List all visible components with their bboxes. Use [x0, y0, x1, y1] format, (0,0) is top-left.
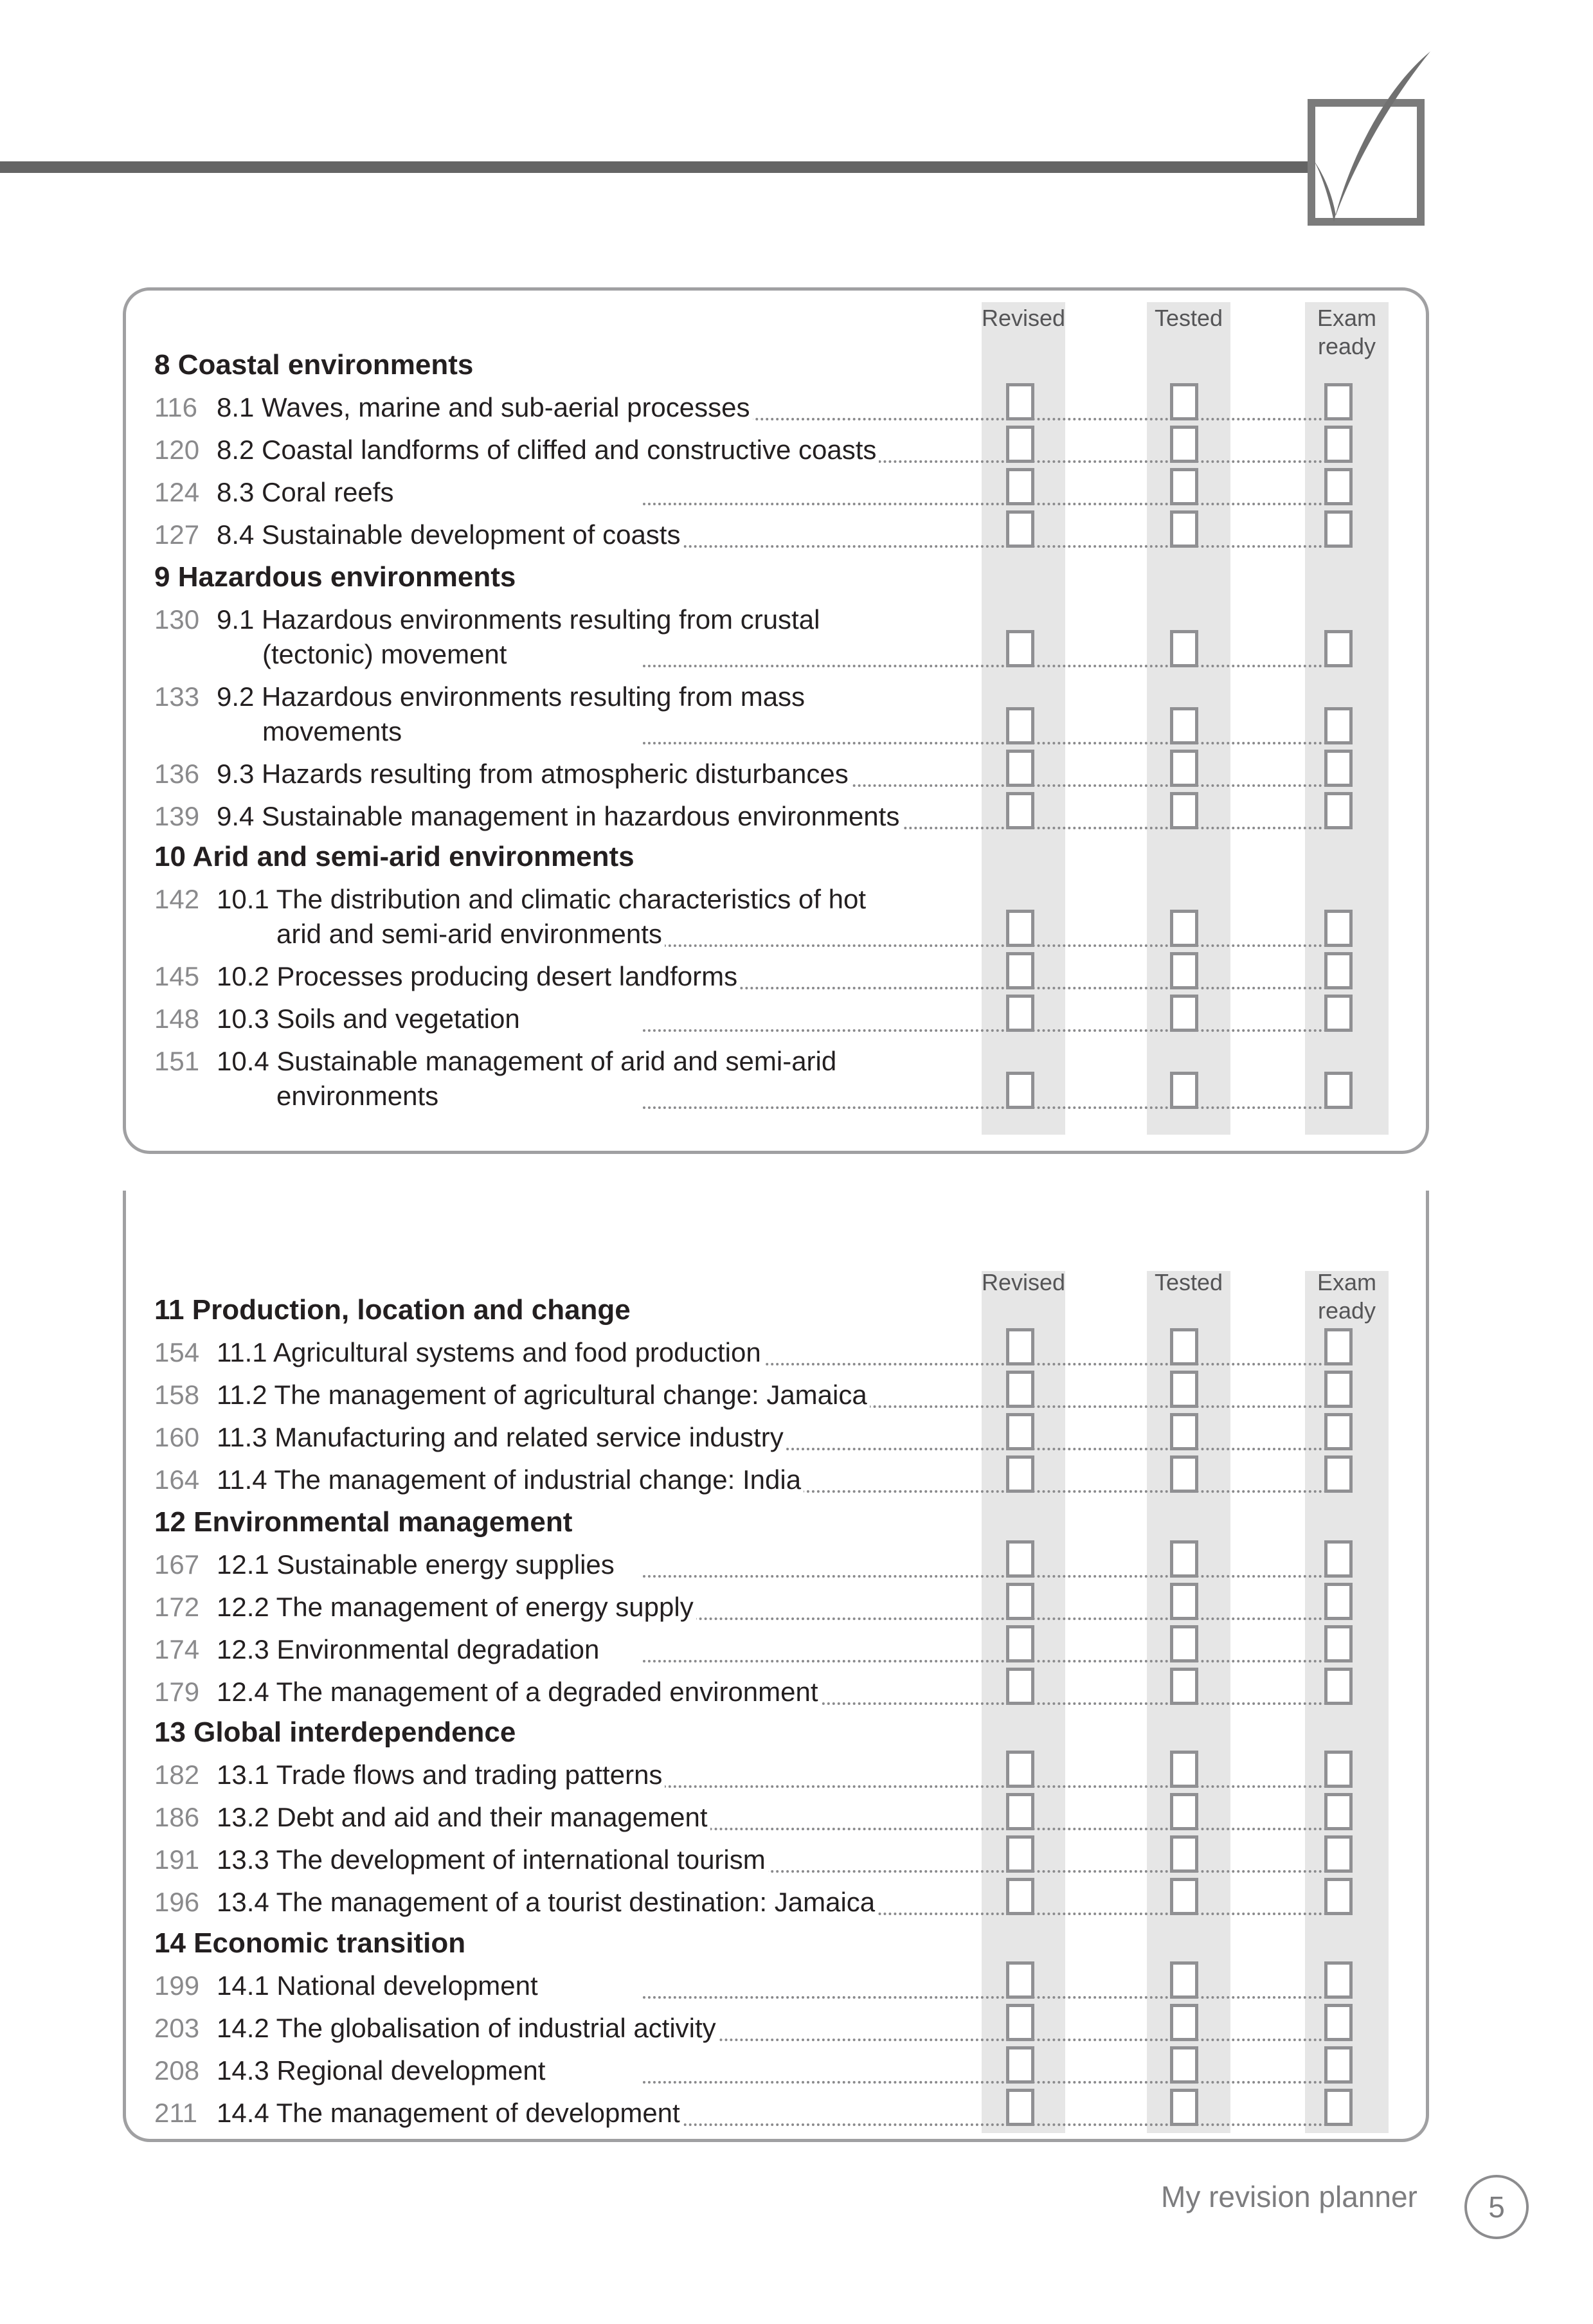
dotted-leader	[643, 1106, 1328, 1109]
topic-item: 9.4 Sustainable management in hazardous environments	[217, 798, 902, 834]
exam-ready-checkbox[interactable]	[1324, 1961, 1353, 1999]
column-header-ready: ready	[1317, 1297, 1376, 1324]
exam-ready-checkbox[interactable]	[1324, 1371, 1353, 1408]
checkmark-box-icon	[1305, 51, 1517, 231]
tested-checkbox[interactable]	[1170, 426, 1198, 463]
page-number-ref: 136	[154, 759, 200, 789]
topic-heading: 8 Coastal environments	[154, 349, 474, 381]
page-number-ref: 116	[154, 392, 197, 422]
revised-checkbox[interactable]	[1006, 1961, 1034, 1999]
tested-checkbox[interactable]	[1170, 750, 1198, 787]
revised-checkbox[interactable]	[1006, 1878, 1034, 1915]
revised-checkbox[interactable]	[1006, 1835, 1034, 1873]
tested-checkbox[interactable]	[1170, 468, 1198, 505]
revised-checkbox[interactable]	[1006, 630, 1034, 667]
revised-checkbox[interactable]	[1006, 1540, 1034, 1578]
tested-checkbox[interactable]	[1170, 383, 1198, 420]
top-rule	[0, 161, 1311, 173]
page-number-ref: 196	[154, 1887, 200, 1917]
exam-ready-checkbox[interactable]	[1324, 707, 1353, 744]
topic-heading: 14 Economic transition	[154, 1927, 466, 1959]
tested-checkbox[interactable]	[1170, 1583, 1198, 1620]
page-number-ref: 142	[154, 884, 200, 914]
exam-ready-checkbox[interactable]	[1324, 468, 1353, 505]
revised-checkbox[interactable]	[1006, 1455, 1034, 1493]
page-number-ref: 199	[154, 1970, 200, 2001]
revised-checkbox[interactable]	[1006, 1793, 1034, 1830]
page-number-ref: 158	[154, 1380, 200, 1410]
tested-checkbox[interactable]	[1170, 630, 1198, 667]
exam-ready-checkbox[interactable]	[1324, 1328, 1353, 1365]
page-number-ref: 186	[154, 1802, 200, 1832]
revised-checkbox[interactable]	[1006, 910, 1034, 947]
tested-checkbox[interactable]	[1170, 1371, 1198, 1408]
topic-item: 12.2 The management of energy supply	[217, 1589, 696, 1625]
exam-ready-checkbox[interactable]	[1324, 1835, 1353, 1873]
revised-checkbox[interactable]	[1006, 707, 1034, 744]
column-header-0: Revised	[982, 1269, 1066, 1295]
topic-heading: 11 Production, location and change	[154, 1294, 631, 1326]
revised-checkbox[interactable]	[1006, 1583, 1034, 1620]
exam-ready-checkbox[interactable]	[1324, 952, 1353, 989]
exam-ready-checkbox[interactable]	[1324, 630, 1353, 667]
dotted-leader	[643, 742, 1328, 744]
dotted-leader	[643, 2039, 1328, 2041]
tested-checkbox[interactable]	[1170, 1961, 1198, 1999]
page-number-ref: 182	[154, 1760, 200, 1790]
page-number-ref: 167	[154, 1549, 200, 1580]
page-number-ref: 124	[154, 477, 200, 507]
page-number-ref: 133	[154, 681, 200, 712]
dotted-leader	[643, 1617, 1328, 1620]
footer-label: My revision planner	[1161, 2180, 1418, 2213]
topic-item: 14.1 National development	[217, 1968, 541, 2004]
revised-checkbox[interactable]	[1006, 2089, 1034, 2126]
revised-checkbox[interactable]	[1006, 1072, 1034, 1109]
column-header-ready: ready	[1317, 333, 1376, 359]
topic-heading: 9 Hazardous environments	[154, 561, 516, 593]
tested-checkbox[interactable]	[1170, 792, 1198, 829]
page-number-ref: 211	[154, 2098, 197, 2128]
tested-checkbox[interactable]	[1170, 1668, 1198, 1705]
topic-item: 13.3 The development of international tourism	[217, 1842, 768, 1878]
topic-item: 13.2 Debt and aid and their management	[217, 1799, 710, 1835]
dotted-leader	[643, 2123, 1328, 2126]
tested-checkbox[interactable]	[1170, 1625, 1198, 1662]
tested-checkbox[interactable]	[1170, 2004, 1198, 2041]
exam-ready-checkbox[interactable]	[1324, 426, 1353, 463]
exam-ready-checkbox[interactable]	[1324, 1793, 1353, 1830]
exam-ready-checkbox[interactable]	[1324, 2004, 1353, 2041]
topic-item: 9.2 Hazardous environments resulting from mass	[217, 679, 807, 715]
page-number-ref: 120	[154, 435, 200, 465]
revised-checkbox[interactable]	[1006, 1371, 1034, 1408]
exam-ready-checkbox[interactable]	[1324, 910, 1353, 947]
topic-item: 11.3 Manufacturing and related service industry	[217, 1419, 786, 1455]
topic-item: 14.4 The management of development	[217, 2095, 683, 2131]
exam-ready-checkbox[interactable]	[1324, 1583, 1353, 1620]
column-header-0: Revised	[982, 305, 1066, 331]
topic-item: 13.1 Trade flows and trading patterns	[217, 1757, 665, 1793]
dotted-leader	[643, 1828, 1328, 1830]
topic-heading: 12 Environmental management	[154, 1506, 573, 1538]
exam-ready-checkbox[interactable]	[1324, 792, 1353, 829]
exam-ready-checkbox[interactable]	[1324, 1668, 1353, 1705]
page-number-ref: 208	[154, 2055, 200, 2085]
page-number-ref: 160	[154, 1422, 200, 1452]
topic-item: 10.3 Soils and vegetation	[217, 1001, 523, 1037]
tested-checkbox[interactable]	[1170, 510, 1198, 548]
revised-checkbox[interactable]	[1006, 1413, 1034, 1450]
page-number-ref: 139	[154, 801, 200, 831]
column-header-1: Tested	[1154, 1269, 1223, 1295]
page-number-ref: 127	[154, 519, 200, 550]
exam-ready-checkbox[interactable]	[1324, 1455, 1353, 1493]
page-number-ref: 172	[154, 1592, 200, 1622]
tested-checkbox[interactable]	[1170, 1751, 1198, 1788]
page-number-ref: 145	[154, 961, 200, 991]
exam-ready-checkbox[interactable]	[1324, 995, 1353, 1032]
topic-item: 14.2 The globalisation of industrial activity	[217, 2010, 719, 2046]
exam-ready-checkbox[interactable]	[1324, 1878, 1353, 1915]
exam-ready-checkbox[interactable]	[1324, 2046, 1353, 2084]
tested-checkbox[interactable]	[1170, 1878, 1198, 1915]
revised-checkbox[interactable]	[1006, 2004, 1034, 2041]
column-header-exam: Exam	[1317, 1269, 1377, 1295]
column-header-1: Tested	[1154, 305, 1223, 331]
revised-checkbox[interactable]	[1006, 995, 1034, 1032]
tested-checkbox[interactable]	[1170, 1455, 1198, 1493]
topic-item: 13.4 The management of a tourist destination: Jamaica	[217, 1884, 878, 1920]
exam-ready-checkbox[interactable]	[1324, 1540, 1353, 1578]
tested-checkbox[interactable]	[1170, 1328, 1198, 1365]
topic-item: 8.1 Waves, marine and sub-aerial processes	[217, 390, 753, 426]
exam-ready-checkbox[interactable]	[1324, 1413, 1353, 1450]
topic-item-continued: arid and semi-arid environments	[276, 916, 665, 952]
tested-checkbox[interactable]	[1170, 707, 1198, 744]
exam-ready-checkbox[interactable]	[1324, 1751, 1353, 1788]
revised-checkbox[interactable]	[1006, 1328, 1034, 1365]
topic-item: 11.1 Agricultural systems and food production	[217, 1335, 764, 1371]
topic-item: 9.3 Hazards resulting from atmospheric disturbances	[217, 756, 851, 792]
tested-checkbox[interactable]	[1170, 1793, 1198, 1830]
dotted-leader	[643, 1996, 1328, 1999]
tested-checkbox[interactable]	[1170, 995, 1198, 1032]
page-number-ref: 179	[154, 1677, 200, 1707]
dotted-leader	[643, 2081, 1328, 2084]
revised-checkbox[interactable]	[1006, 510, 1034, 548]
tested-checkbox[interactable]	[1170, 1835, 1198, 1873]
exam-ready-checkbox[interactable]	[1324, 1625, 1353, 1662]
topic-item: 9.1 Hazardous environments resulting from crustal	[217, 602, 822, 638]
topic-item: 12.3 Environmental degradation	[217, 1632, 602, 1668]
page-number-ref: 130	[154, 604, 200, 635]
page-number-ref: 174	[154, 1634, 200, 1664]
dotted-leader	[643, 1660, 1328, 1662]
revised-checkbox[interactable]	[1006, 1625, 1034, 1662]
dotted-leader	[643, 1575, 1328, 1578]
page-number-ref: 191	[154, 1844, 200, 1875]
revised-checkbox[interactable]	[1006, 1668, 1034, 1705]
page-number-ref: 203	[154, 2013, 200, 2043]
dotted-leader	[643, 987, 1328, 989]
page-number-ref: 154	[154, 1337, 200, 1367]
exam-ready-checkbox[interactable]	[1324, 510, 1353, 548]
topic-item: 11.4 The management of industrial change: India	[217, 1462, 804, 1498]
dotted-leader	[643, 944, 1328, 947]
topic-item: 10.1 The distribution and climatic characteristics of hot	[217, 881, 869, 917]
revised-checkbox[interactable]	[1006, 1751, 1034, 1788]
page-number-ref: 151	[154, 1046, 200, 1076]
page-number: 5	[1464, 2175, 1529, 2239]
topic-heading: 13 Global interdependence	[154, 1716, 516, 1748]
dotted-leader	[643, 545, 1328, 548]
tested-checkbox[interactable]	[1170, 952, 1198, 989]
exam-ready-checkbox[interactable]	[1324, 750, 1353, 787]
topic-item: 12.1 Sustainable energy supplies	[217, 1547, 617, 1583]
exam-ready-checkbox[interactable]	[1324, 383, 1353, 420]
topic-item: 12.4 The management of a degraded environment	[217, 1674, 821, 1710]
tested-checkbox[interactable]	[1170, 2089, 1198, 2126]
tested-checkbox[interactable]	[1170, 1072, 1198, 1109]
exam-ready-checkbox[interactable]	[1324, 1072, 1353, 1109]
topic-heading: 10 Arid and semi-arid environments	[154, 841, 634, 872]
exam-ready-checkbox[interactable]	[1324, 2089, 1353, 2126]
revised-checkbox[interactable]	[1006, 2046, 1034, 2084]
topic-item: 8.3 Coral reefs	[217, 474, 396, 510]
topic-item: 8.4 Sustainable development of coasts	[217, 517, 683, 553]
dotted-leader	[643, 665, 1328, 667]
topic-item: 10.4 Sustainable management of arid and semi-arid	[217, 1043, 839, 1079]
dotted-leader	[643, 1785, 1328, 1788]
revised-checkbox[interactable]	[1006, 383, 1034, 420]
revised-checkbox[interactable]	[1006, 952, 1034, 989]
tested-checkbox[interactable]	[1170, 1413, 1198, 1450]
tested-checkbox[interactable]	[1170, 1540, 1198, 1578]
revised-checkbox[interactable]	[1006, 750, 1034, 787]
topic-item: 11.2 The management of agricultural change: Jamaica	[217, 1377, 870, 1413]
topic-item-continued: (tectonic) movement	[262, 636, 509, 672]
dotted-leader	[643, 503, 1328, 505]
dotted-leader	[643, 1029, 1328, 1032]
topic-item-continued: movements	[262, 714, 404, 750]
page-number-ref: 164	[154, 1464, 200, 1495]
revised-checkbox[interactable]	[1006, 468, 1034, 505]
topic-item: 10.2 Processes producing desert landforms	[217, 959, 740, 995]
topic-item: 14.3 Regional development	[217, 2053, 548, 2089]
revised-checkbox[interactable]	[1006, 792, 1034, 829]
column-header-exam: Exam	[1317, 305, 1377, 331]
topic-item: 8.2 Coastal landforms of cliffed and constructive coasts	[217, 432, 879, 468]
topic-item-continued: environments	[276, 1078, 441, 1114]
tested-checkbox[interactable]	[1170, 2046, 1198, 2084]
tested-checkbox[interactable]	[1170, 910, 1198, 947]
page-number-ref: 148	[154, 1004, 200, 1034]
revised-checkbox[interactable]	[1006, 426, 1034, 463]
